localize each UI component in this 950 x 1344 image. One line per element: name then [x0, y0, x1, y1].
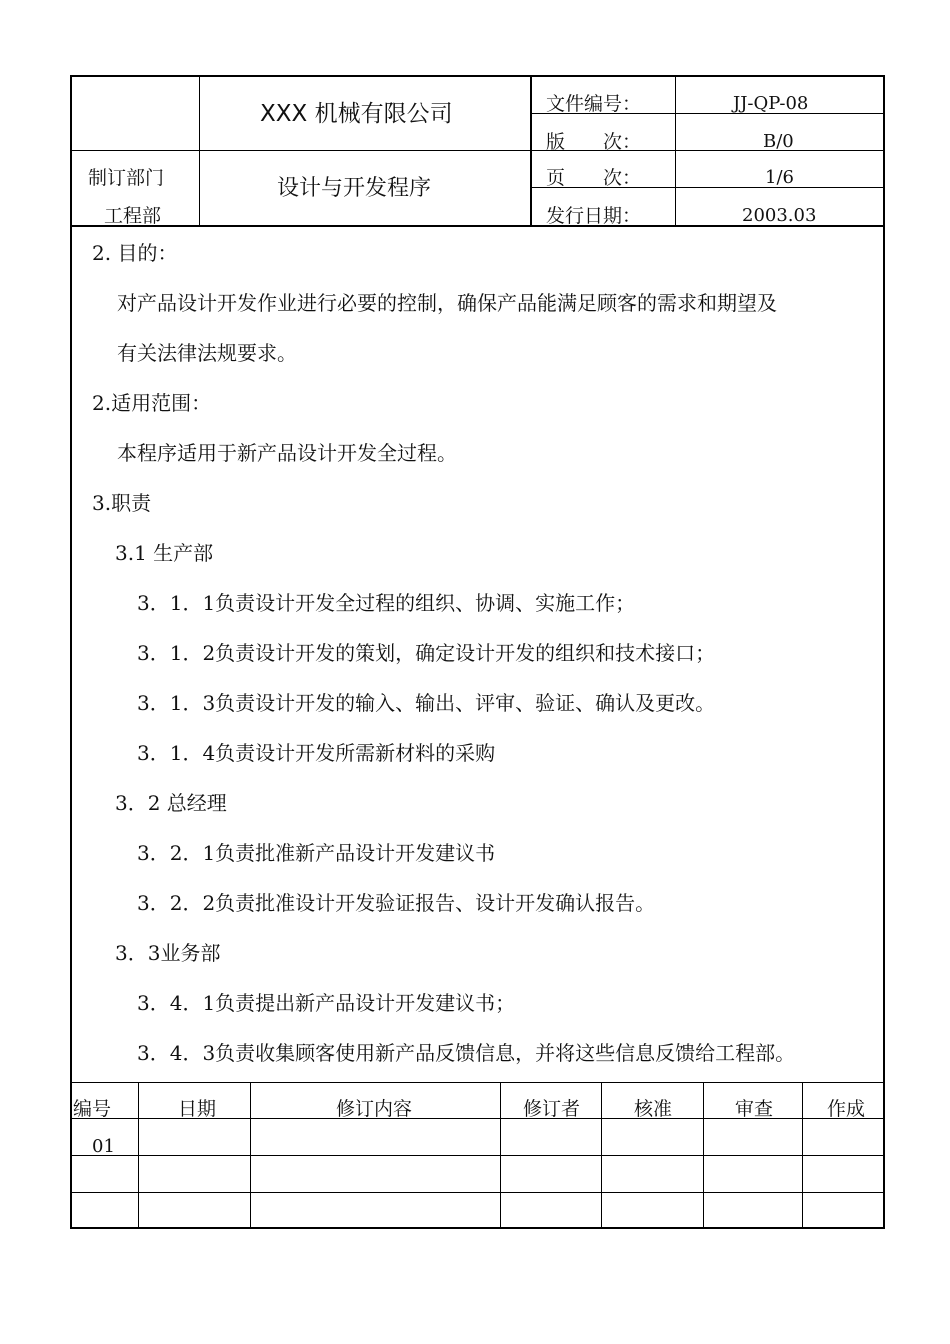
- revision-table-row-divider: [70, 1155, 885, 1156]
- revision-table-top-border: [70, 1082, 885, 1083]
- page-value: 1/6: [765, 167, 794, 188]
- duty-item: 3．1．3负责设计开发的输入、输出、评审、验证、确认及更改。: [137, 691, 716, 715]
- duty-item: 3．2．2负责批准设计开发验证报告、设计开发确认报告。: [137, 891, 656, 915]
- issue-date-value: 2003.03: [742, 205, 817, 226]
- subsection-production-heading: 3.1 生产部: [115, 541, 214, 565]
- revision-table-column-divider: [138, 1082, 139, 1229]
- doc-number-label: 文件编号：: [546, 93, 642, 115]
- revision-header-reviser: 修订者: [523, 1098, 581, 1120]
- duty-item: 3．2．1负责批准新产品设计开发建议书: [137, 841, 496, 865]
- section-purpose-heading: 2. 目的：: [92, 241, 178, 265]
- purpose-text-line1: 对产品设计开发作业进行必要的控制，确保产品能满足顾客的需求和期望及: [117, 291, 777, 315]
- document-title: 设计与开发程序: [277, 176, 432, 201]
- revision-header-number: 编号: [73, 1098, 112, 1120]
- issue-date-label: 发行日期：: [546, 205, 642, 227]
- page-label: 页 次：: [546, 167, 642, 189]
- dept-value: 工程部: [104, 205, 162, 227]
- revision-table-row-divider: [70, 1192, 885, 1193]
- subsection-business-heading: 3．3业务部: [115, 941, 221, 965]
- duty-item: 3．1．2负责设计开发的策划，确定设计开发的组织和技术接口；: [137, 641, 716, 665]
- purpose-text-line2: 有关法律法规要求。: [117, 341, 297, 365]
- scope-text: 本程序适用于新产品设计开发全过程。: [117, 441, 457, 465]
- revision-header-date: 日期: [178, 1098, 217, 1120]
- duty-item: 3．1．1负责设计开发全过程的组织、协调、实施工作；: [137, 591, 636, 615]
- header-column-divider: [675, 75, 676, 225]
- version-label: 版 次：: [546, 131, 642, 153]
- revision-header-content: 修订内容: [336, 1098, 413, 1120]
- revision-header-review: 审查: [735, 1098, 774, 1120]
- duty-item: 3．4．1负责提出新产品设计开发建议书；: [137, 991, 516, 1015]
- duty-item: 3．4．3负责收集顾客使用新产品反馈信息，并将这些信息反馈给工程部。: [137, 1041, 796, 1065]
- section-scope-heading: 2.适用范围：: [92, 391, 212, 415]
- revision-table-column-divider: [500, 1082, 501, 1229]
- doc-number-value: JJ-QP-08: [733, 93, 809, 114]
- revision-header-author: 作成: [827, 1098, 866, 1120]
- duty-item: 3．1．4负责设计开发所需新材料的采购: [137, 741, 496, 765]
- header-column-divider: [530, 75, 532, 225]
- subsection-gm-heading: 3．2 总经理: [115, 791, 227, 815]
- header-column-divider: [199, 75, 200, 225]
- revision-table-column-divider: [250, 1082, 251, 1229]
- company-name: XXX 机械有限公司: [260, 101, 453, 127]
- revision-header-approve: 核准: [634, 1098, 673, 1120]
- revision-row-number: 01: [92, 1136, 115, 1157]
- dept-label: 制订部门: [88, 167, 165, 189]
- revision-table-column-divider: [601, 1082, 602, 1229]
- revision-table-column-divider: [703, 1082, 704, 1229]
- version-value: B/0: [763, 131, 794, 152]
- revision-table-column-divider: [802, 1082, 803, 1229]
- section-duties-heading: 3.职责: [92, 491, 152, 515]
